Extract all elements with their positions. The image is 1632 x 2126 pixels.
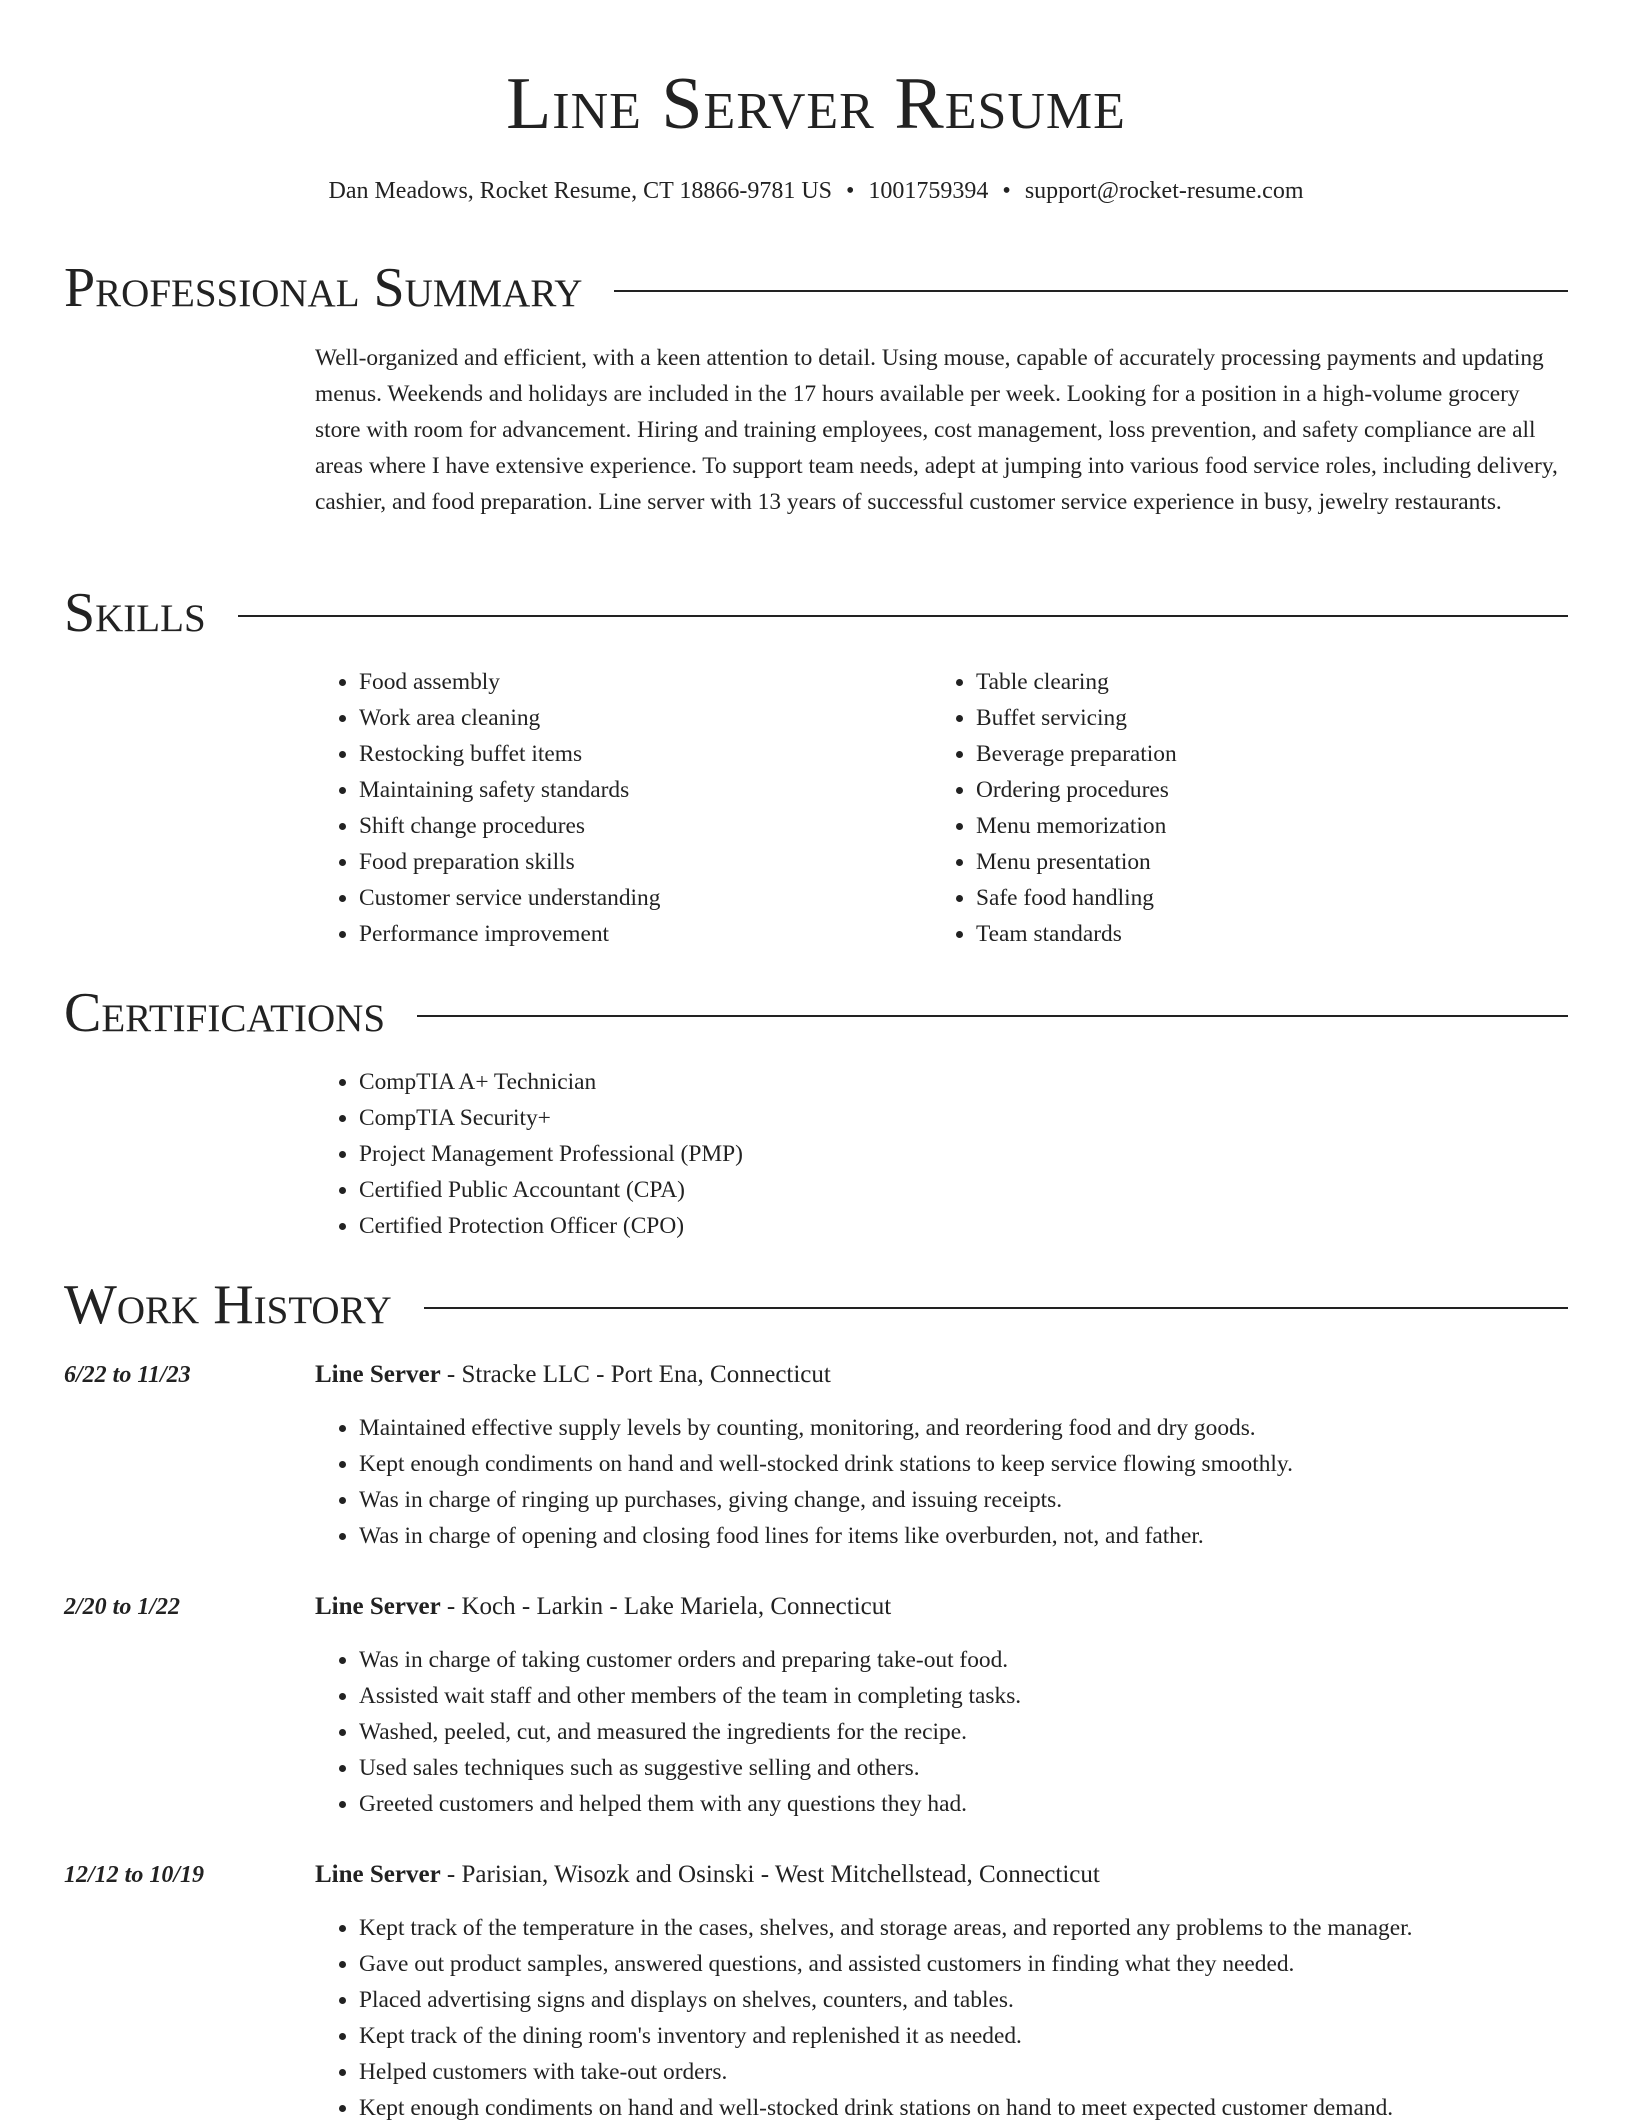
skill-item: • Buffet servicing — [976, 700, 1552, 736]
job-duty: • Kept track of the temperature in the cases, shelves, and storage areas, and reported any problems to the manager. — [359, 1910, 1565, 1946]
skills-heading: Skills — [64, 582, 206, 644]
job-duties-list — [315, 1410, 1565, 1554]
job-duty: • Placed advertising signs and displays on shelves, counters, and tables. — [359, 1982, 1565, 2018]
skill-item: • Menu memorization — [976, 808, 1552, 844]
job-duty: • Assisted wait staff and other members of the team in completing tasks. — [359, 1678, 1565, 1714]
job-duty: • Greeted customers and helped them with any questions they had. — [359, 1786, 1565, 1822]
skill-item: • Work area cleaning — [359, 700, 915, 736]
skill-item: • Menu presentation — [976, 844, 1552, 880]
job-duty: • Gave out product samples, answered questions, and assisted customers in finding what they needed. — [359, 1946, 1565, 1982]
summary-text: Well-organized and efficient, with a keen attention to detail. Using mouse, capable of accurately processing payments and updating menus. Weekends and holidays are included in the 17 hours available per week. Looking for a position in a high-volume grocery store with room for advancement. Hiring and training employees, cost management, loss prevention, and safety compliance are all areas where I have extensive experience. To support team needs, adept at jumping into various food service roles, including delivery, cashier, and food preparation. Line server with 13 years of successful customer service experience in busy, jewelry restaurants. — [315, 345, 1558, 515]
summary-section-header — [64, 256, 1568, 320]
job-title-line — [315, 1359, 1565, 1391]
skill-item: • Restocking buffet items — [359, 736, 915, 772]
skill-item: • Beverage preparation — [976, 736, 1552, 772]
section-divider — [424, 1307, 1568, 1309]
skill-item: • Food assembly — [359, 664, 915, 700]
skill-item: • Performance improvement — [359, 916, 915, 952]
certification-item: • CompTIA Security+ — [359, 1100, 1515, 1136]
job-dates: 12/12 to 10/19 — [64, 1862, 205, 1888]
summary-heading: Professional Summary — [64, 257, 583, 319]
certification-item: • Project Management Professional (PMP) — [359, 1136, 1515, 1172]
job-duty: • Was in charge of ringing up purchases, giving change, and issuing receipts. — [359, 1482, 1565, 1518]
contact-separator: • — [846, 178, 855, 204]
skills-left-list — [315, 664, 915, 952]
certification-item: • CompTIA A+ Technician — [359, 1064, 1515, 1100]
job-duty: • Kept enough condiments on hand and well-stocked drink stations to keep service flowing smoothly. — [359, 1446, 1565, 1482]
work-history-heading: Work History — [64, 1274, 392, 1336]
certification-item: • Certified Protection Officer (CPO) — [359, 1208, 1515, 1244]
skill-item: • Safe food handling — [976, 880, 1552, 916]
section-divider — [417, 1015, 1568, 1017]
contact-separator: • — [1002, 178, 1011, 204]
job-employer: - Stracke LLC - Port Ena, Connecticut — [440, 1361, 831, 1388]
job-role: Line Server — [315, 1361, 441, 1388]
contact-phone: 1001759394 — [868, 178, 989, 204]
job-duty: • Kept enough condiments on hand and well-stocked drink stations on hand to meet expected customer demand. — [359, 2090, 1565, 2126]
job-role: Line Server — [315, 1593, 441, 1620]
skill-item: • Customer service understanding — [359, 880, 915, 916]
skills-left-column — [315, 664, 915, 952]
contact-email: support@rocket-resume.com — [1024, 178, 1304, 204]
contact-line — [0, 176, 1632, 206]
job-duties-list — [315, 1910, 1565, 2126]
job-employer: - Parisian, Wisozk and Osinski - West Mitchellstead, Connecticut — [440, 1861, 1100, 1888]
job-employer: - Koch - Larkin - Lake Mariela, Connecticut — [440, 1593, 892, 1620]
skill-item: • Maintaining safety standards — [359, 772, 915, 808]
job-duty: • Maintained effective supply levels by counting, monitoring, and reordering food and dry goods. — [359, 1410, 1565, 1446]
job-duty: • Kept track of the dining room's inventory and replenished it as needed. — [359, 2018, 1565, 2054]
contact-address: Dan Meadows, Rocket Resume, CT 18866-9781 US — [328, 178, 832, 204]
certifications-heading: Certifications — [64, 982, 386, 1044]
resume-title: Line Server Resume — [506, 63, 1126, 145]
job-duty: • Used sales techniques such as suggestive selling and others. — [359, 1750, 1565, 1786]
job-title-line — [315, 1591, 1565, 1623]
skill-item: • Team standards — [976, 916, 1552, 952]
skills-right-list — [932, 664, 1552, 952]
certifications-section-header — [64, 981, 1568, 1045]
job-title-line — [315, 1859, 1565, 1891]
job-duty: • Was in charge of opening and closing food lines for items like overburden, not, and father. — [359, 1518, 1565, 1554]
skills-right-column — [932, 664, 1552, 952]
skill-item: • Table clearing — [976, 664, 1552, 700]
job-duties — [315, 1410, 1565, 1554]
skill-item: • Shift change procedures — [359, 808, 915, 844]
job-dates: 2/20 to 1/22 — [64, 1594, 181, 1620]
job-duties-list — [315, 1642, 1565, 1822]
skill-item: • Ordering procedures — [976, 772, 1552, 808]
job-duties — [315, 1910, 1565, 2126]
job-duties — [315, 1642, 1565, 1822]
job-duty: • Washed, peeled, cut, and measured the ingredients for the recipe. — [359, 1714, 1565, 1750]
certifications-list-container — [315, 1064, 1515, 1244]
job-duty: • Helped customers with take-out orders. — [359, 2054, 1565, 2090]
certifications-list — [315, 1064, 1515, 1244]
job-role: Line Server — [315, 1861, 441, 1888]
work-history-section-header — [64, 1273, 1568, 1337]
skill-item: • Food preparation skills — [359, 844, 915, 880]
certification-item: • Certified Public Accountant (CPA) — [359, 1172, 1515, 1208]
skills-section-header — [64, 581, 1568, 645]
job-duty: • Was in charge of taking customer orders and preparing take-out food. — [359, 1642, 1565, 1678]
section-divider — [238, 615, 1568, 617]
job-dates: 6/22 to 11/23 — [64, 1362, 191, 1388]
section-divider — [614, 290, 1568, 292]
